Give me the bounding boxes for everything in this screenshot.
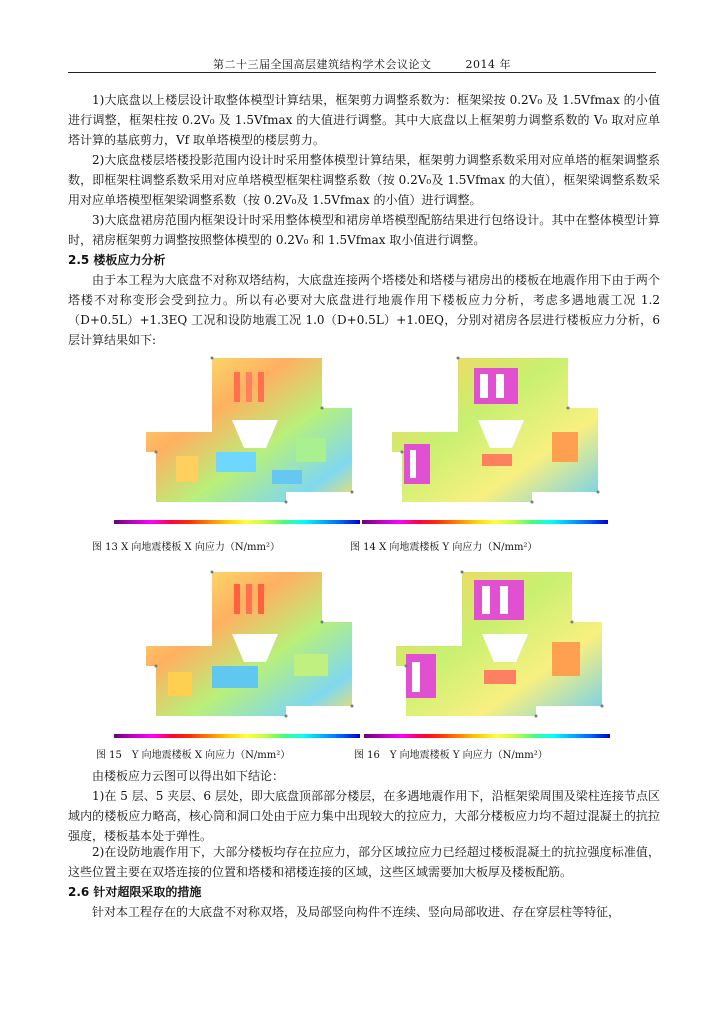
- paragraph-shear-2: 2)大底盘楼层塔楼投影范围内设计时采用整体模型计算结果，框架剪力调整系数采用对应单塔的框架调整系数，即框架柱调整系数采用对应单塔模型框架柱调整系数（按 0.2V₀及 1.5Vfmax 的大值），框架梁调整系数采用对应单塔模型框架梁调整系数（按 0.2V₀及 1.5Vfmax 的小值）进行调整。: [68, 153, 660, 207]
- figure-13-contour: [116, 352, 360, 520]
- section-heading-2-6: 2.6 针对超限采取的措施: [68, 885, 202, 899]
- paragraph-shear-3: 3)大底盘裙房范围内框架设计时采用整体模型和裙房单塔模型配筋结果进行包络设计。其中在整体模型计算时，裙房框架剪力调整按照整体模型的 0.2V₀ 和 1.5Vfmax 取小值进行调整。: [68, 213, 660, 247]
- figure-15-colorbar: [114, 734, 360, 738]
- figure-15-caption: 图 15 Y 向地震楼板 X 向应力（N/mm²）: [96, 750, 291, 761]
- figure-16-colorbar: [364, 734, 610, 738]
- figure-14-contour: [362, 352, 606, 520]
- paragraph-shear-1: 1)大底盘以上楼层设计取整体模型计算结果，框架剪力调整系数为：框架梁按 0.2V₀ 及 1.5Vfmax 的小值进行调整，框架柱按 0.2V₀ 及 1.5Vfmax 的大值进行调整。其中大底盘以上框架剪力调整系数的 V₀ 取对应单塔计算的基底剪力，Vf 取单塔模型的楼层剪力。: [68, 93, 660, 147]
- figure-13-colorbar: [114, 520, 360, 524]
- figure-14-colorbar: [362, 520, 608, 524]
- figure-16-contour: [366, 566, 610, 734]
- header-year: 2014 年: [465, 58, 511, 71]
- figure-15-contour: [116, 566, 360, 734]
- header-title: 第二十三届全国高层建筑结构学术会议论文: [213, 58, 432, 71]
- header-rule: [68, 72, 656, 73]
- paragraph-conclusion-intro: 由楼板应力云图可以得出如下结论：: [92, 769, 285, 783]
- figure-14-caption: 图 14 X 向地震楼板 Y 向应力（N/mm²）: [350, 542, 538, 553]
- section-heading-2-5: 2.5 楼板应力分析: [68, 253, 166, 267]
- running-header: [68, 56, 656, 72]
- figure-16-caption: 图 16 Y 向地震楼板 Y 向应力（N/mm²）: [354, 750, 548, 761]
- paragraph-conclusion-1: 1)在 5 层、5 夹层、6 层处，即大底盘顶部部分楼层，在多遇地震作用下，沿框架梁周围及梁柱连接节点区域内的楼板应力略高，核心筒和洞口处由于应力集中出现较大的拉应力，大部分楼板应力均不超过混凝土的抗拉强度，楼板基本处于弹性。: [68, 789, 660, 843]
- paragraph-slab-intro: 由于本工程为大底盘不对称双塔结构，大底盘连接两个塔楼处和塔楼与裙房出的楼板在地震作用下由于两个塔楼不对称变形会受到拉力。所以有必要对大底盘进行地震作用下楼板应力分析，考虑多遇地震工况 1.2（D+0.5L）+1.3EQ 工况和设防地震工况 1.0（D+0.5L）+1.0EQ，分别对裙房各层进行楼板应力分析，6 层计算结果如下:: [68, 273, 660, 347]
- paragraph-measures: 针对本工程存在的大底盘不对称双塔，及局部竖向构件不连续、竖向局部收进、存在穿层柱等特征，: [92, 905, 621, 919]
- figure-13-caption: 图 13 X 向地震楼板 X 向应力（N/mm²）: [92, 542, 280, 553]
- paragraph-conclusion-2: 2)在设防地震作用下，大部分楼板均存在拉应力，部分区域拉应力已经超过楼板混凝土的抗拉强度标准值，这些位置主要在双塔连接的位置和塔楼和裙楼连接的区域，这些区域需要加大板厚及楼板配筋。: [68, 845, 660, 879]
